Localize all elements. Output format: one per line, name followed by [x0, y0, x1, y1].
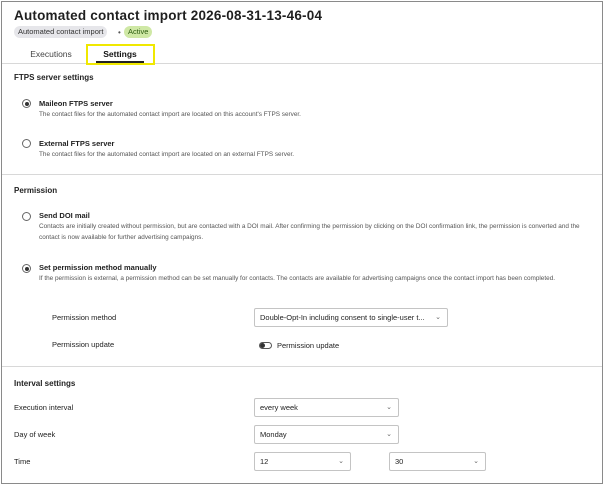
tab-bar — [2, 46, 602, 64]
permission-update-toggle[interactable] — [259, 342, 272, 349]
status-badge: Active — [124, 26, 152, 38]
chevron-down-icon: ⌄ — [473, 458, 479, 465]
tab-settings[interactable] — [86, 46, 154, 64]
execution-interval-select[interactable] — [254, 398, 399, 417]
ftps-section-title: FTPS server settings — [14, 73, 94, 82]
maileon-ftps-label: Maileon FTPS server — [39, 99, 113, 108]
hour-value: 12 — [260, 457, 269, 466]
permission-method-select[interactable] — [254, 308, 448, 327]
execution-interval-label: Execution interval — [14, 403, 74, 412]
permission-section-title: Permission — [14, 186, 58, 195]
divider — [2, 174, 602, 175]
permission-method-label: Permission method — [52, 313, 117, 322]
day-of-week-value: Monday — [260, 430, 287, 439]
radio-external-ftps[interactable] — [22, 139, 31, 148]
hour-select[interactable] — [254, 452, 351, 471]
send-doi-desc: Contacts are initially created without permission, but are contacted with a DOI mail. After confirming the permission by clicking on the DOI confirmation link, the permission is converted and the contact is now available for further advertising campaigns. — [39, 223, 580, 241]
active-tab-indicator — [96, 61, 144, 63]
manual-permission-desc: If the permission is external, a permission method can be set manually for contacts. The contacts are available for advertising campaigns once the contact import has been completed. — [39, 275, 556, 282]
settings-panel — [1, 1, 603, 484]
radio-manual-permission[interactable] — [22, 264, 31, 273]
badge-separator: • — [118, 28, 121, 37]
execution-interval-value: every week — [260, 403, 298, 412]
radio-send-doi[interactable] — [22, 212, 31, 221]
permission-method-value: Double-Opt-In including consent to single-user t... — [260, 313, 425, 322]
day-of-week-select[interactable] — [254, 425, 399, 444]
tab-settings-label: Settings — [103, 49, 137, 59]
minute-select[interactable] — [389, 452, 486, 471]
chevron-down-icon: ⌄ — [386, 404, 392, 411]
chevron-down-icon: ⌄ — [338, 458, 344, 465]
day-of-week-label: Day of week — [14, 430, 56, 439]
permission-update-toggle-label: Permission update — [277, 341, 340, 350]
radio-maileon-ftps[interactable] — [22, 99, 31, 108]
chevron-down-icon: ⌄ — [386, 431, 392, 438]
send-doi-label: Send DOI mail — [39, 211, 90, 220]
external-ftps-label: External FTPS server — [39, 139, 115, 148]
toggle-knob — [260, 343, 265, 348]
permission-update-label: Permission update — [52, 340, 115, 349]
type-badge: Automated contact import — [14, 26, 107, 38]
page-title: Automated contact import 2026-08-31-13-46-04 — [14, 8, 323, 23]
manual-permission-label: Set permission method manually — [39, 263, 157, 272]
external-ftps-desc: The contact files for the automated contact import are located on an external FTPS server. — [39, 151, 295, 158]
interval-section-title: Interval settings — [14, 379, 76, 388]
time-label: Time — [14, 457, 31, 466]
tab-executions[interactable]: Executions — [30, 49, 72, 59]
maileon-ftps-desc: The contact files for the automated contact import are located on this account's FTPS server. — [39, 111, 301, 118]
minute-value: 30 — [395, 457, 404, 466]
divider — [2, 366, 602, 367]
chevron-down-icon: ⌄ — [435, 314, 441, 321]
